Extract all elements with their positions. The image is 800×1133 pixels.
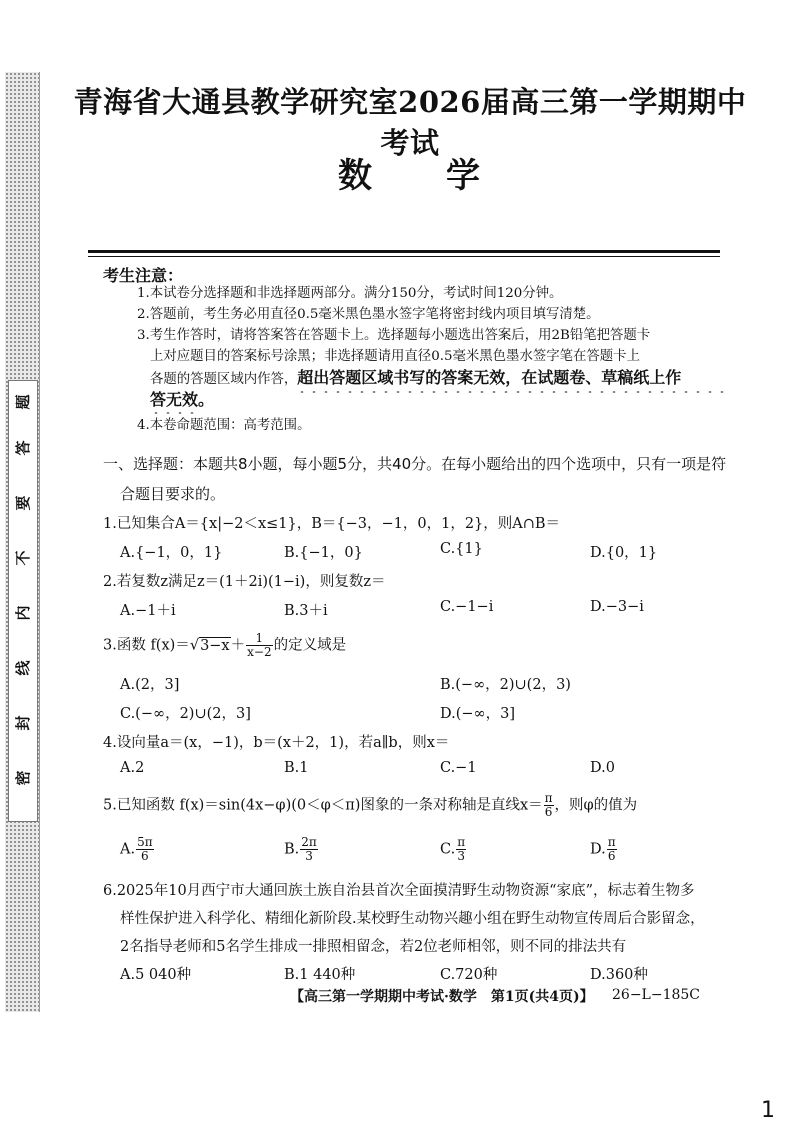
seal-line-box [8,380,38,822]
q1-option-c: C.{1} [440,541,483,557]
seal-char: 要 [14,495,32,511]
seal-char: 线 [14,660,32,676]
notice-item-2: 2.答题前，考生务必用直径0.5毫米黑色墨水签字笔将密封线内项目填写清楚。 [137,307,600,322]
option-fraction [300,836,318,863]
q2-option-a: A.−1＋i [120,603,176,619]
question-6-line-1: 6.2025年10月西宁市大通回族土族自治县首次全面摸清野生动物资源“家底”，标志着生物多 [103,883,695,899]
q5-option-b [284,836,319,863]
question-3-stem: 3.函数 f(x)＝√3−x＋ $\frac{1}{x-2}$ 的定义域是 [103,631,347,659]
notice-item-1: 1.本试卷分选择题和非选择题两部分。满分150分，考试时间120分钟。 [137,286,563,301]
question-2-stem: 2.若复数z满足z＝(1＋2i)(1−i)，则复数z＝ [103,574,386,590]
fraction-numerator: 1 [246,632,272,646]
exam-title: 青海省大通县教学研究室2026届高三第一学期期中考试 [73,85,747,160]
option-letter: A. [120,841,136,858]
seal-char: 密 [14,770,32,786]
emphasis-dots [296,390,726,394]
seal-strip [5,72,40,1012]
page-number: 1 [761,1098,775,1123]
notice-item-3c [150,368,750,391]
question-6-line-3: 2名指导老师和5名学生排成一排照相留念，若2位老师相邻，则不同的排法共有 [120,939,627,955]
q3-option-a: A.(2，3] [120,677,180,693]
notice-emphasis-end: 答无效。 [150,390,215,409]
fraction-denominator: x−2 [247,645,272,659]
fraction-denominator: 3 [305,849,313,863]
q2-option-c: C.−1−i [440,599,494,615]
fraction-denominator: 6 [607,849,616,863]
fraction-denominator: 6 [141,849,149,863]
q3-option-d: D.(−∞，3] [440,706,515,722]
q3-plus: ＋ [230,637,246,654]
q6-option-a: A.5 040种 [120,967,192,983]
seal-char: 内 [14,605,32,621]
q1-option-a: A.{−1，0，1} [120,545,223,561]
q6-option-d: D.360种 [590,967,648,983]
option-letter: C. [440,841,456,858]
q2-option-d: D.−3−i [590,599,644,615]
notice-item-3b: 上对应题目的答案标号涂黑；非选择题请用直径0.5毫米黑色墨水签字笔在答题卡上 [150,349,640,364]
q4-option-b: B.1 [284,760,309,776]
section-line-1: 一、选择题：本题共8小题，每小题5分，共40分。在每小题给出的四个选项中，只有一项是符 [103,455,727,473]
q5-stem-end: ，则φ的值为 [554,797,638,814]
emphasis-dots [150,411,202,415]
q3-stem-end: 的定义域是 [273,637,347,654]
fraction-numerator: π [544,791,553,805]
seal-char: 不 [14,550,32,566]
notice-heading: 考生注意： [103,266,184,285]
question-5-stem [103,792,637,819]
fraction-denominator: 3 [457,849,465,863]
fraction-numerator: π [607,835,616,849]
fraction-numerator: 2π [301,835,317,849]
seal-char: 封 [14,715,32,731]
q3-option-b: B.(−∞，2)∪(2，3) [440,677,571,693]
option-letter: B. [284,841,300,858]
q2-option-b: B.3＋i [284,603,328,619]
divider-thin [88,256,720,257]
divider-thick [88,250,720,253]
q6-option-c: C.720种 [440,967,498,983]
section-line-2: 合题目要求的。 [120,485,226,503]
q1-option-d: D.{0，1} [590,545,658,561]
subject-title [60,148,760,197]
notice-emphasis: 超出答题区域书写的答案无效，在试题卷、草稿纸上作 [297,368,682,387]
fraction-denominator: 6 [544,805,553,819]
q4-option-c: C.−1 [440,760,477,776]
q3-radicand: 3−x [200,637,230,654]
page-footer: 【高三第一学期期中考试·数学 第1页(共4页)】 [290,989,594,1005]
q5-fraction [544,792,554,819]
q3-fraction [246,632,272,659]
q4-option-a: A.2 [120,760,145,776]
question-1-stem: 1.已知集合A＝{x|−2＜x≤1}，B＝{−3，−1，0，1，2}，则A∩B＝ [103,516,561,532]
q5-option-d [590,836,618,863]
option-letter: D. [590,841,606,858]
question-6-line-2: 样性保护进入科学化、精细化新阶段.某校野生动物兴趣小组在野生动物宣传周后合影留念， [120,911,705,927]
question-4-stem: 4.设向量a＝(x，−1)，b＝(x＋2，1)，若a∥b，则x＝ [103,735,450,751]
q3-stem-start: 3.函数 f(x)＝ [103,637,190,654]
notice-item-4: 4.本卷命题范围：高考范围。 [137,418,311,433]
seal-char: 答 [14,440,32,456]
seal-char: 题 [14,394,32,410]
notice-item-3a: 3.考生作答时，请将答案答在答题卡上。选择题每小题选出答案后，用2B铅笔把答题卡 [137,328,651,343]
q5-option-a [120,836,155,863]
option-fraction [607,836,617,863]
section-heading [103,449,728,509]
q6-option-b: B.1 440种 [284,967,356,983]
q5-stem-start: 5.已知函数 f(x)＝sin(4x−φ)(0＜φ＜π)图象的一条对称轴是直线x＝ [103,797,543,814]
subject-text: 数 学 [338,156,482,196]
q1-option-b: B.{−1，0} [284,545,363,561]
option-fraction [456,836,466,863]
option-fraction [136,836,154,863]
q3-option-c: C.(−∞，2)∪(2，3] [120,706,251,722]
fraction-numerator: π [457,835,466,849]
q5-option-c [440,836,467,863]
q4-option-d: D.0 [590,760,615,776]
notice-text: 各题的答题区域内作答， [150,372,298,387]
fraction-numerator: 5π [137,835,153,849]
exam-code: 26−L−185C [612,987,701,1003]
